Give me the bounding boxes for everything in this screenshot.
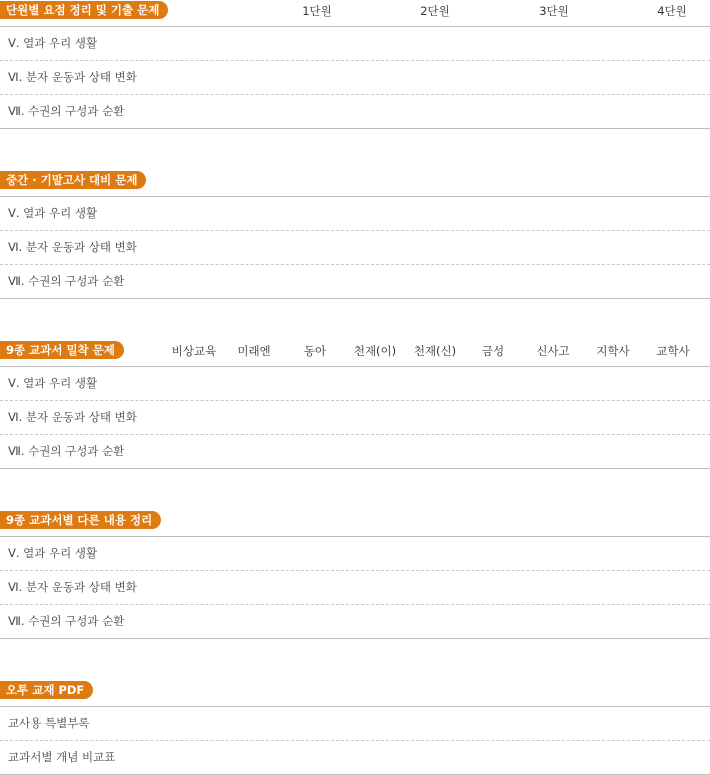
section-header (0, 680, 710, 707)
section-badge: 중간 · 기말고사 대비 문제 (0, 171, 146, 189)
section-badge: 9종 교과서 밀착 문제 (0, 341, 124, 359)
column-header-publisher[interactable]: 동아 (303, 344, 327, 358)
section-badge: 9종 교과서별 다른 내용 정리 (0, 511, 161, 529)
list-item[interactable]: Ⅶ. 수권의 구성과 순환 (0, 435, 710, 469)
section-badge: 오투 교재 PDF (0, 681, 93, 699)
list-item[interactable]: Ⅶ. 수권의 구성과 순환 (0, 95, 710, 129)
column-header-publisher[interactable]: 지학사 (596, 344, 630, 358)
section-textbook-differences (0, 510, 710, 639)
list-item[interactable]: Ⅵ. 분자 운동과 상태 변화 (0, 571, 710, 605)
column-header-unit-4[interactable]: 4단원 (657, 4, 687, 18)
list-item[interactable]: Ⅴ. 열과 우리 생활 (0, 367, 710, 401)
column-header-publisher[interactable]: 비상교육 (171, 344, 217, 358)
section-unit-summary (0, 0, 710, 129)
column-header-publisher[interactable]: 미래엔 (237, 344, 271, 358)
section-textbook-problems (0, 340, 710, 469)
list-item[interactable]: Ⅴ. 열과 우리 생활 (0, 27, 710, 61)
section-exam-prep (0, 170, 710, 299)
column-header-unit-1[interactable]: 1단원 (302, 4, 332, 18)
column-header-publisher[interactable]: 천재(이) (353, 344, 397, 358)
section-header (0, 170, 710, 197)
column-header-publisher[interactable]: 교학사 (656, 344, 690, 358)
column-header-unit-3[interactable]: 3단원 (539, 4, 569, 18)
list-item[interactable]: Ⅴ. 열과 우리 생활 (0, 537, 710, 571)
list-item[interactable]: Ⅵ. 분자 운동과 상태 변화 (0, 61, 710, 95)
section-badge: 단원별 요점 정리 및 기출 문제 (0, 1, 168, 19)
list-item[interactable]: 교사용 특별부록 (0, 707, 710, 741)
column-header-publisher[interactable]: 금성 (481, 344, 505, 358)
section-header (0, 340, 710, 367)
list-item[interactable]: 교과서별 개념 비교표 (0, 741, 710, 775)
section-header (0, 0, 710, 27)
column-header-unit-2[interactable]: 2단원 (420, 4, 450, 18)
list-item[interactable]: Ⅴ. 열과 우리 생활 (0, 197, 710, 231)
list-item[interactable]: Ⅵ. 분자 운동과 상태 변화 (0, 401, 710, 435)
section-header (0, 510, 710, 537)
list-item[interactable]: Ⅶ. 수권의 구성과 순환 (0, 605, 710, 639)
list-item[interactable]: Ⅵ. 분자 운동과 상태 변화 (0, 231, 710, 265)
column-header-publisher[interactable]: 신사고 (536, 344, 570, 358)
column-header-publisher[interactable]: 천재(신) (413, 344, 457, 358)
section-pdf-materials (0, 680, 710, 775)
list-item[interactable]: Ⅶ. 수권의 구성과 순환 (0, 265, 710, 299)
